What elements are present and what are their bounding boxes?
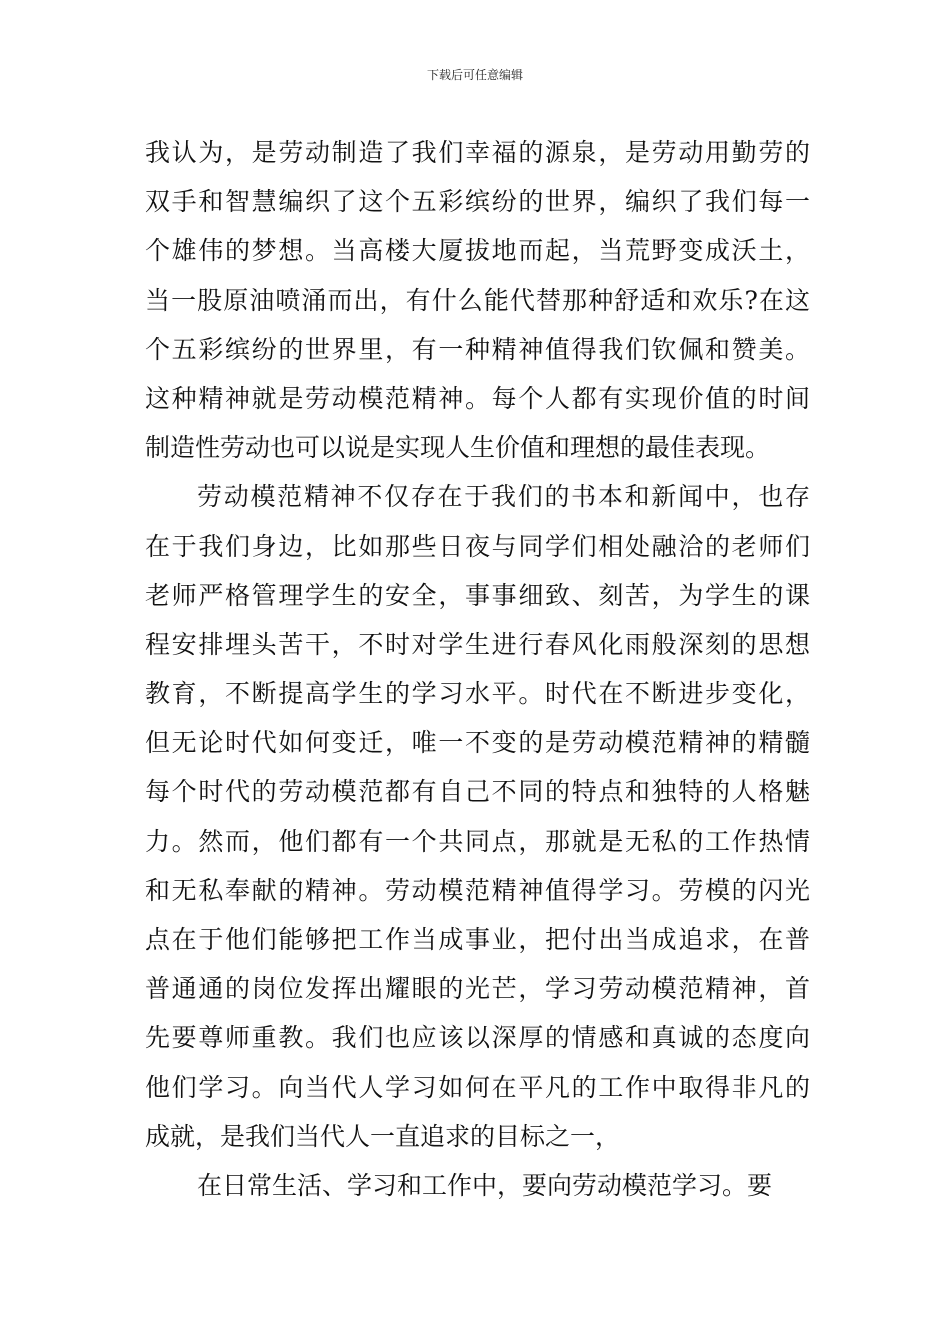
text-line: 先要尊师重教。我们也应该以深厚的情感和真诚的态度向 <box>145 1023 810 1053</box>
text-line: 在日常生活、学习和工作中，要向劳动模范学习。要 <box>197 1170 773 1200</box>
text-line: 这种精神就是劳动模范精神。每个人都有实现价值的时间 <box>145 383 810 413</box>
text-line: 双手和智慧编织了这个五彩缤纷的世界，编织了我们每一 <box>145 187 810 217</box>
text-line: 制造性劳动也可以说是实现人生价值和理想的最佳表现。 <box>145 433 771 463</box>
text-line: 普通通的岗位发挥出耀眼的光芒，学习劳动模范精神，首 <box>145 974 810 1004</box>
text-line: 每个时代的劳动模范都有自己不同的特点和独特的人格魅 <box>145 777 810 807</box>
text-line: 个雄伟的梦想。当高楼大厦拔地而起，当荒野变成沃土， <box>145 236 810 266</box>
text-line: 当一股原油喷涌而出，有什么能代替那种舒适和欢乐?在这 <box>145 285 810 315</box>
text-line: 老师严格管理学生的安全，事事细致、刻苦，为学生的课 <box>145 580 810 610</box>
text-line: 在于我们身边，比如那些日夜与同学们相处融洽的老师们 <box>145 531 810 561</box>
text-line: 教育，不断提高学生的学习水平。时代在不断进步变化， <box>145 679 810 709</box>
text-line: 个五彩缤纷的世界里，有一种精神值得我们钦佩和赞美。 <box>145 334 810 364</box>
text-line: 点在于他们能够把工作当成事业，把付出当成追求，在普 <box>145 925 810 954</box>
text-line: 但无论时代如何变迁，唯一不变的是劳动模范精神的精髓 <box>145 728 810 758</box>
text-line: 他们学习。向当代人学习如何在平凡的工作中取得非凡的 <box>145 1072 810 1102</box>
text-line: 程安排埋头苦干，不时对学生进行春风化雨般深刻的思想 <box>145 629 810 659</box>
header-note: 下载后可任意编辑 <box>426 68 523 82</box>
document-body <box>145 128 810 1210</box>
text-line: 劳动模范精神不仅存在于我们的书本和新闻中，也存 <box>197 482 810 512</box>
text-line: 力。然而，他们都有一个共同点，那就是无私的工作热情 <box>145 826 810 856</box>
text-line: 成就，是我们当代人一直追求的目标之一， <box>145 1121 621 1151</box>
text-line: 我认为，是劳动制造了我们幸福的源泉，是劳动用勤劳的 <box>145 138 810 167</box>
text-line: 和无私奉献的精神。劳动模范精神值得学习。劳模的闪光 <box>145 875 810 905</box>
